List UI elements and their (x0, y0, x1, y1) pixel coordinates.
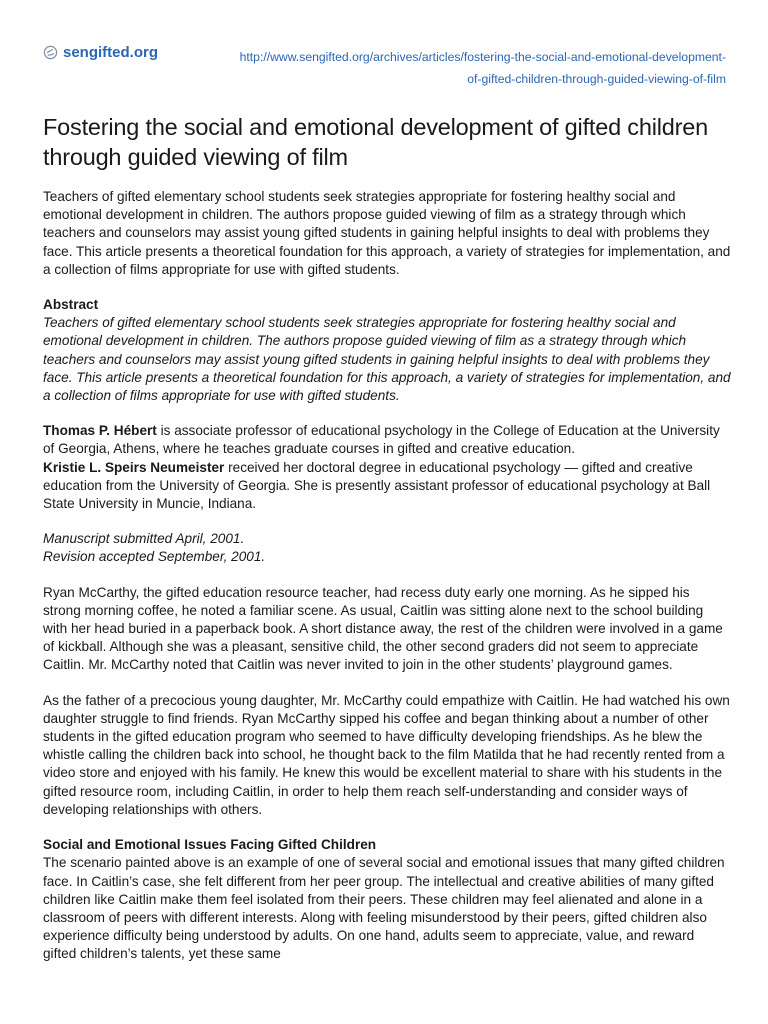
page-header (0, 0, 768, 96)
site-brand[interactable] (43, 44, 158, 61)
article-body (43, 112, 731, 981)
body-paragraph-1: Ryan McCarthy, the gifted education resource teacher, had recess duty early one morning. As he sipped his strong morning coffee, he noted a familiar scene. As usual, Caitlin was sitting alone next to the school building with her head buried in a paperback book. A short distance away, the rest of the children were involved in a game of kickball. Although she was a pleasant, sensitive child, the other second graders did not seem to appreciate Caitlin. Mr. McCarthy noted that Caitlin was never invited to join in the other students’ playground games. (43, 584, 723, 673)
author2-name: Kristie L. Speirs Neumeister (43, 459, 225, 475)
intro-paragraph: Teachers of gifted elementary school students seek strategies appropriate for fostering healthy social and emotional development in children. The authors propose guided viewing of film as a strategy through which teachers and counselors may assist young gifted students in gaining helpful insights to deal with problems they face. This article presents a theoretical foundation for this approach, a variety of strategies for implementation, and a collection of films appropriate for use with gifted students. (43, 189, 731, 277)
manuscript-dates (43, 530, 731, 566)
article-title: Fostering the social and emotional development of gifted children through guided viewing of film (43, 114, 708, 170)
accepted-date: Revision accepted September, 2001. (43, 549, 266, 565)
author1-bio: is associate professor of educational psychology in the College of Education at the University of Georgia, Athens, where he teaches graduate courses in gifted and creative education. (43, 423, 720, 457)
site-name[interactable]: sengifted.org (63, 44, 159, 61)
body-paragraph-2: As the father of a precocious young daughter, Mr. McCarthy could empathize with Caitlin. He had watched his own daughter struggle to find friends. Ryan McCarthy sipped his coffee and began thinking about a number of other students in the gifted education program who seemed to have difficulty developing friendships. As he blew the whistle calling the children back into school, he thought back to the film Matilda that he had recently rented from a video store and enjoyed with his family. He knew this would be excellent material to share with his students in the gifted resource room, including Caitlin, in order to help them reach self-understanding and consider ways of developing relationships with others. (43, 692, 730, 817)
source-url-line1[interactable]: http://www.sengifted.org/archives/articles/fostering-the-social-and-emotional-development- (239, 50, 726, 64)
author2-bio: received her doctoral degree in educational psychology — gifted and creative education from the University of Georgia. She is presently assistant professor of educational psychology at Ball State University in Muncie, Indiana. (43, 459, 711, 512)
globe-icon (43, 45, 58, 60)
author1-name: Thomas P. Hébert (43, 423, 157, 439)
submitted-date: Manuscript submitted April, 2001. (43, 531, 245, 547)
abstract-text: Teachers of gifted elementary school students seek strategies appropriate for fostering healthy social and emotional development in children. The authors propose guided viewing of film as a strategy through which teachers and counselors may assist young gifted students in gaining helpful insights to deal with problems they face. This article presents a theoretical foundation for this approach, a variety of strategies for implementation, and a collection of films appropriate for use with gifted students. (43, 315, 731, 404)
abstract-section (43, 296, 731, 405)
section-issues (43, 836, 731, 963)
source-url-line2[interactable]: of-gifted-children-through-guided-viewing-of-film (467, 72, 726, 86)
body-paragraph-3: The scenario painted above is an example of one of several social and emotional issues that many gifted children face. In Caitlin’s case, she felt different from her peer group. The intellectual and creative abilities of many gifted children like Caitlin make them feel isolated from their peers. These children may feel alienated and alone in a classroom of peers with different interests. Along with feeling misunderstood by their peers, gifted children also experience difficulty being understood by adults. On one hand, adults seem to appreciate, value, and reward gifted children’s talents, yet these same (43, 855, 725, 962)
author-bios (43, 422, 731, 513)
abstract-heading: Abstract (43, 297, 99, 313)
source-url[interactable] (166, 46, 726, 90)
section-heading: Social and Emotional Issues Facing Gifted Children (43, 837, 377, 853)
